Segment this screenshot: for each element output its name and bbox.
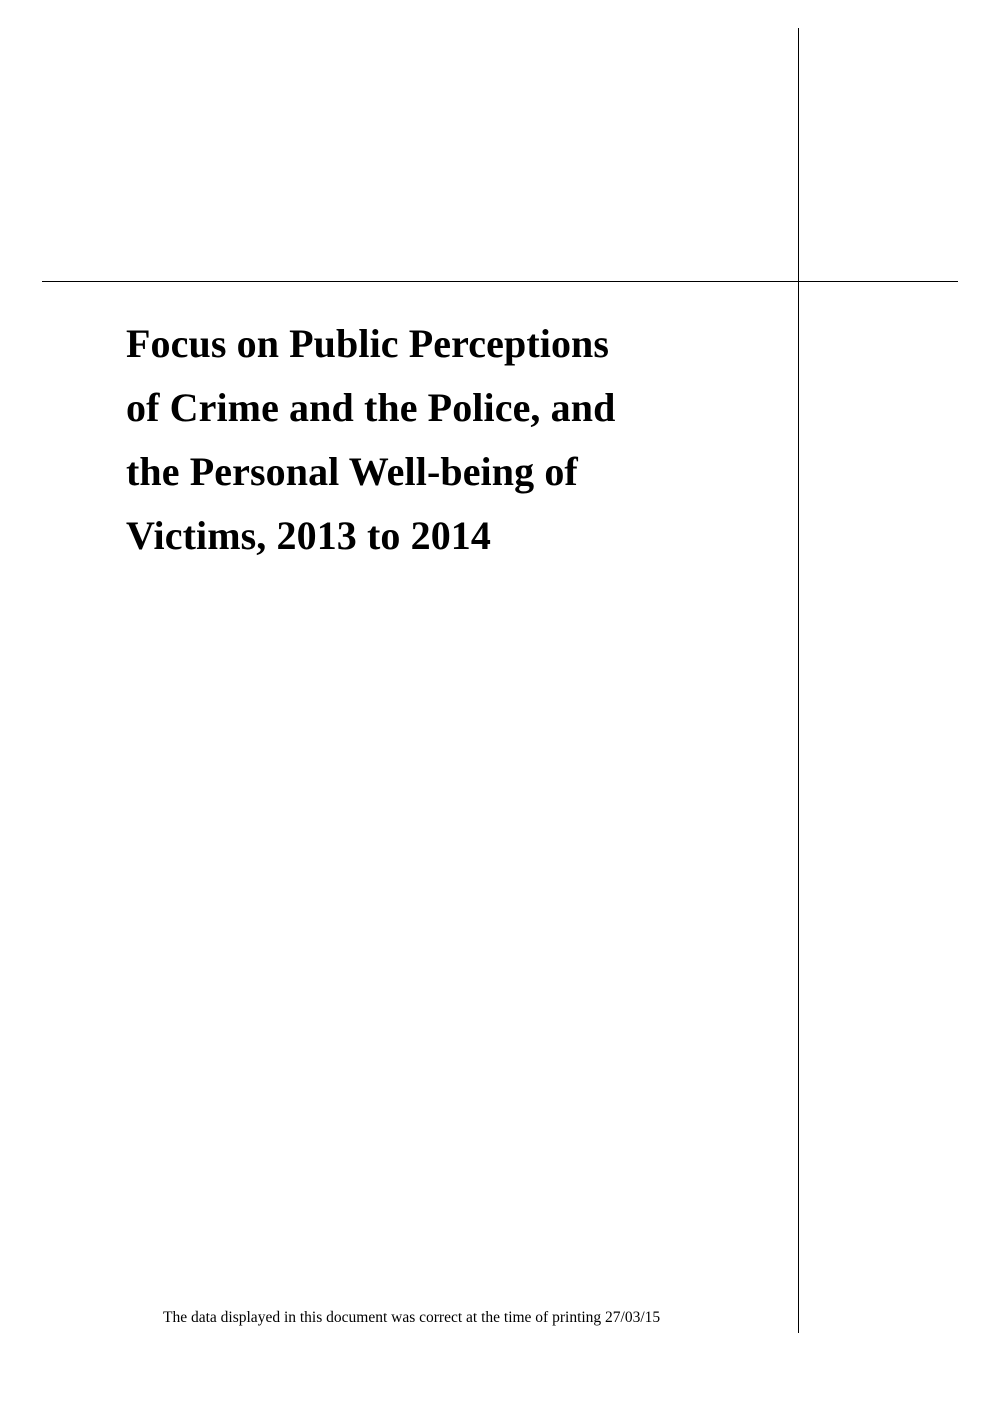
title-line-2: of Crime and the Police, and: [126, 385, 616, 430]
printing-note: The data displayed in this document was correct at the time of printing 27/03/15: [163, 1309, 661, 1326]
title-line-4: Victims, 2013 to 2014: [126, 513, 492, 558]
page-title: [126, 312, 726, 568]
vertical-divider-rule: [798, 28, 799, 1333]
title-line-3: the Personal Well-being of: [126, 449, 578, 494]
horizontal-divider-rule: [42, 281, 958, 282]
title-line-1: Focus on Public Perceptions: [126, 321, 610, 366]
title-block: [126, 312, 726, 568]
